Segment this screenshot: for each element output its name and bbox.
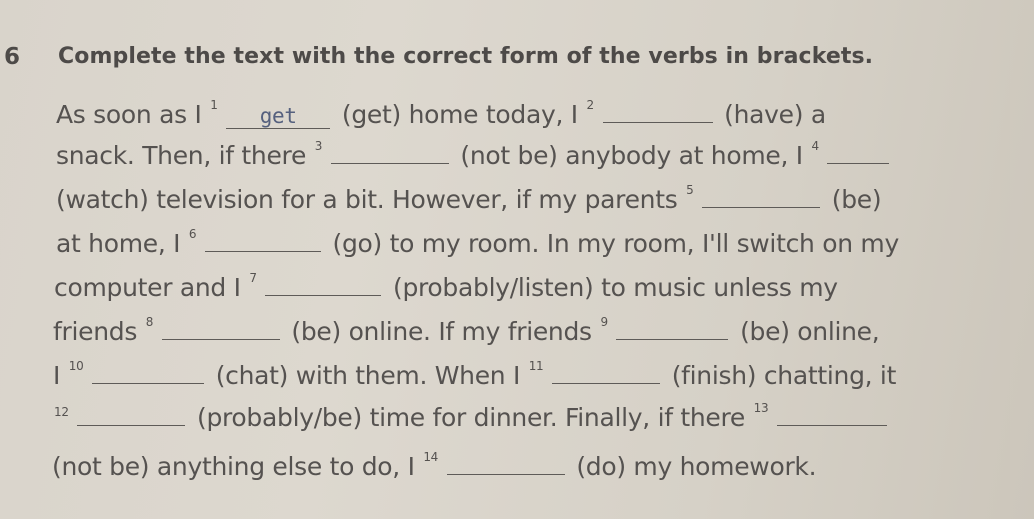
exercise-instruction: Complete the text with the correct form of the verbs in brackets. [58, 44, 874, 69]
text-line-8 [53, 403, 891, 432]
text-line-3 [56, 185, 881, 214]
answer-blank-6[interactable] [205, 231, 321, 252]
gap-number-8: 8 [145, 315, 154, 329]
gap-number-13: 13 [753, 401, 769, 415]
answer-blank-14[interactable] [447, 454, 565, 475]
text-fragment: I [53, 361, 61, 390]
text-fragment: As soon as I [56, 100, 202, 129]
text-fragment: computer and I [54, 273, 241, 302]
text-fragment: (be) online, [740, 317, 880, 346]
gap-number-2: 2 [586, 98, 594, 112]
answer-blank-13[interactable] [777, 405, 887, 426]
text-fragment: snack. Then, if there [56, 141, 307, 170]
text-fragment: (finish) chatting, it [671, 361, 897, 390]
answer-blank-9[interactable] [616, 319, 728, 340]
answer-blank-4[interactable] [827, 143, 889, 164]
gap-number-12: 12 [54, 405, 69, 419]
gap-number-4: 4 [811, 139, 819, 153]
text-fragment: at home, I [56, 229, 181, 258]
answer-blank-8[interactable] [162, 319, 280, 340]
gap-number-6: 6 [188, 227, 197, 241]
text-fragment: (not be) anything else to do, I [52, 452, 415, 481]
answer-blank-3[interactable] [331, 143, 449, 164]
text-line-2 [56, 141, 893, 170]
gap-number-14: 14 [423, 450, 438, 464]
text-fragment: (get) home today, I [341, 100, 578, 129]
text-fragment: (be) [831, 185, 882, 214]
text-line-4 [56, 229, 899, 258]
gap-number-5: 5 [686, 183, 694, 197]
text-line-7 [53, 361, 896, 390]
exercise-number: 6 [4, 44, 21, 70]
text-fragment: (chat) with them. When I [215, 361, 521, 390]
gap-number-9: 9 [600, 315, 608, 329]
answer-blank-1[interactable]: get [226, 104, 330, 129]
gap-number-1: 1 [210, 98, 218, 112]
gap-number-7: 7 [249, 271, 257, 285]
text-fragment: friends [53, 317, 138, 346]
gap-number-10: 10 [68, 359, 84, 373]
text-line-5 [54, 273, 838, 302]
answer-blank-12[interactable] [77, 405, 185, 426]
text-line-6 [53, 317, 879, 346]
answer-blank-11[interactable] [552, 363, 660, 384]
answer-blank-7[interactable] [265, 275, 381, 296]
text-fragment: (watch) television for a bit. However, if my parents [56, 185, 678, 214]
text-fragment: (probably/listen) to music unless my [392, 273, 838, 302]
text-line-9 [52, 452, 816, 481]
text-fragment: (do) my homework. [576, 452, 817, 481]
answer-blank-10[interactable] [92, 363, 204, 384]
text-line-1 [56, 100, 826, 129]
text-fragment: (be) online. If my friends [291, 317, 592, 346]
gap-number-3: 3 [314, 139, 323, 153]
text-fragment: (have) a [724, 100, 826, 129]
answer-blank-2[interactable] [603, 102, 713, 123]
text-fragment: (not be) anybody at home, I [460, 141, 803, 170]
text-fragment: (go) to my room. In my room, I'll switch on my [332, 229, 899, 258]
text-fragment: (probably/be) time for dinner. Finally, if there [196, 403, 745, 432]
answer-blank-5[interactable] [702, 187, 820, 208]
gap-number-11: 11 [528, 359, 544, 373]
